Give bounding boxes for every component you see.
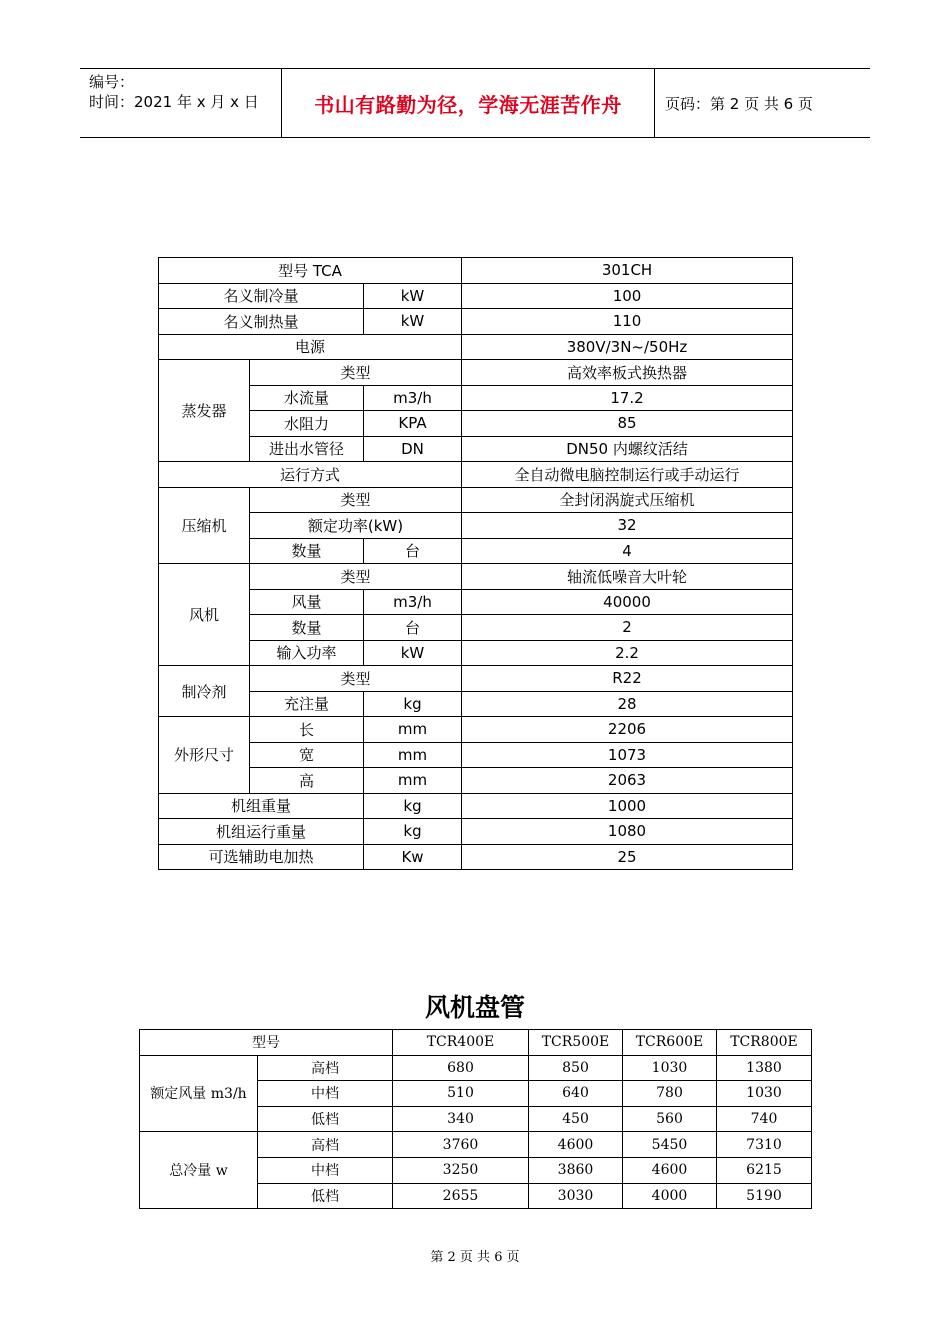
table-row: [159, 283, 793, 309]
level-cell: 低档: [258, 1106, 393, 1132]
cell-value: 3760: [393, 1132, 529, 1158]
cell-label: 类型: [250, 564, 462, 590]
table-row: [159, 844, 793, 870]
header-page-cell: [655, 69, 870, 137]
model-value-cell: 301CH: [462, 258, 793, 284]
cell-label: 数量: [250, 538, 364, 564]
cell-unit: Kw: [364, 844, 462, 870]
cell-value: 全封闭涡旋式压缩机: [462, 487, 793, 513]
group-label-cell: 制冷剂: [159, 666, 250, 717]
page-info: 页码：第 2 页 共 6 页: [665, 94, 813, 113]
cell-label: 电源: [159, 334, 462, 360]
model-column-header: TCR400E: [393, 1030, 529, 1056]
cell-value: 高效率板式换热器: [462, 360, 793, 386]
cell-value: 4600: [529, 1132, 623, 1158]
cell-value: 1380: [717, 1055, 812, 1081]
table-row: [159, 742, 793, 768]
cell-value: 740: [717, 1106, 812, 1132]
table-row: [159, 819, 793, 845]
group-label-cell: 蒸发器: [159, 360, 250, 462]
cell-value: 1030: [717, 1081, 812, 1107]
table-header-row: [140, 1030, 812, 1056]
model-column-header: TCR800E: [717, 1030, 812, 1056]
table-row: [159, 309, 793, 335]
model-label-cell: 型号 TCA: [159, 258, 462, 284]
cell-unit: m3/h: [364, 589, 462, 615]
table-row: [159, 436, 793, 462]
cell-value: 110: [462, 309, 793, 335]
cell-value: 1080: [462, 819, 793, 845]
cell-label: 类型: [250, 666, 462, 692]
cell-value: 780: [623, 1081, 717, 1107]
table-row: [159, 462, 793, 488]
model-header-cell: 型号: [140, 1030, 393, 1056]
motto-text: 书山有路勤为径，学海无涯苦作舟: [314, 92, 622, 117]
table-row: [159, 793, 793, 819]
cell-label: 运行方式: [159, 462, 462, 488]
cell-unit: mm: [364, 717, 462, 743]
cell-value: 7310: [717, 1132, 812, 1158]
cell-label: 机组运行重量: [159, 819, 364, 845]
cell-value: 680: [393, 1055, 529, 1081]
group-label-cell: 风机: [159, 564, 250, 666]
cell-value: 轴流低噪音大叶轮: [462, 564, 793, 590]
table-row: [159, 360, 793, 386]
table-row: [159, 513, 793, 539]
cell-label: 高: [250, 768, 364, 794]
cell-unit: DN: [364, 436, 462, 462]
cell-value: 100: [462, 283, 793, 309]
cell-unit: kg: [364, 793, 462, 819]
cell-label: 名义制冷量: [159, 283, 364, 309]
level-cell: 低档: [258, 1183, 393, 1209]
page-footer: 第 2 页 共 6 页: [430, 1250, 520, 1265]
cell-label: 数量: [250, 615, 364, 641]
cell-value: 25: [462, 844, 793, 870]
cell-value: 850: [529, 1055, 623, 1081]
group-label-cell: 额定风量 m3/h: [140, 1055, 258, 1132]
level-cell: 高档: [258, 1132, 393, 1158]
cell-value: 40000: [462, 589, 793, 615]
table-row: [159, 615, 793, 641]
cell-unit: mm: [364, 742, 462, 768]
table-row: [159, 640, 793, 666]
cell-value: 640: [529, 1081, 623, 1107]
model-column-header: TCR500E: [529, 1030, 623, 1056]
cell-unit: kW: [364, 309, 462, 335]
cell-label: 进出水管径: [250, 436, 364, 462]
cell-value: 3860: [529, 1157, 623, 1183]
cell-unit: 台: [364, 615, 462, 641]
cell-value: 4: [462, 538, 793, 564]
number-label: 编号：: [89, 73, 135, 91]
cell-value: 510: [393, 1081, 529, 1107]
cell-unit: kW: [364, 283, 462, 309]
level-cell: 中档: [258, 1081, 393, 1107]
cell-label: 长: [250, 717, 364, 743]
cell-value: DN50 内螺纹活结: [462, 436, 793, 462]
table-row: [159, 768, 793, 794]
cell-value: 450: [529, 1106, 623, 1132]
cell-value: 380V/3N~/50Hz: [462, 334, 793, 360]
cell-value: 5190: [717, 1183, 812, 1209]
table-row: [159, 691, 793, 717]
cell-label: 名义制热量: [159, 309, 364, 335]
cell-value: 85: [462, 411, 793, 437]
cell-value: 6215: [717, 1157, 812, 1183]
fan-coil-table: [139, 1029, 812, 1209]
cell-value: 560: [623, 1106, 717, 1132]
table-row: [140, 1055, 812, 1081]
cell-label: 充注量: [250, 691, 364, 717]
table-row: [159, 334, 793, 360]
level-cell: 高档: [258, 1055, 393, 1081]
fan-coil-title: 风机盘管: [424, 993, 525, 1022]
cell-value: 28: [462, 691, 793, 717]
cell-label: 水流量: [250, 385, 364, 411]
table-row: [159, 258, 793, 284]
table-row: [159, 385, 793, 411]
cell-label: 风量: [250, 589, 364, 615]
model-column-header: TCR600E: [623, 1030, 717, 1056]
cell-value: 340: [393, 1106, 529, 1132]
cell-value: 3250: [393, 1157, 529, 1183]
cell-label: 类型: [250, 487, 462, 513]
cell-value: 3030: [529, 1183, 623, 1209]
cell-value: 4000: [623, 1183, 717, 1209]
cell-value: 32: [462, 513, 793, 539]
group-label-cell: 外形尺寸: [159, 717, 250, 794]
cell-value: 4600: [623, 1157, 717, 1183]
cell-unit: m3/h: [364, 385, 462, 411]
cell-unit: kW: [364, 640, 462, 666]
cell-value: 1073: [462, 742, 793, 768]
cell-unit: KPA: [364, 411, 462, 437]
cell-value: 1030: [623, 1055, 717, 1081]
group-label-cell: 压缩机: [159, 487, 250, 564]
cell-unit: kg: [364, 819, 462, 845]
cell-label: 宽: [250, 742, 364, 768]
table-row: [159, 564, 793, 590]
table-row: [159, 411, 793, 437]
cell-unit: kg: [364, 691, 462, 717]
cell-label: 额定功率(kW): [250, 513, 462, 539]
table-row: [159, 589, 793, 615]
cell-unit: 台: [364, 538, 462, 564]
cell-label: 机组重量: [159, 793, 364, 819]
table-row: [140, 1132, 812, 1158]
group-label-cell: 总冷量 w: [140, 1132, 258, 1209]
cell-value: 2655: [393, 1183, 529, 1209]
unit-spec-table: [158, 257, 793, 870]
cell-value: 2.2: [462, 640, 793, 666]
table-row: [159, 538, 793, 564]
cell-label: 水阻力: [250, 411, 364, 437]
cell-value: 2: [462, 615, 793, 641]
table-row: [159, 717, 793, 743]
cell-value: R22: [462, 666, 793, 692]
cell-label: 输入功率: [250, 640, 364, 666]
cell-value: 17.2: [462, 385, 793, 411]
cell-label: 类型: [250, 360, 462, 386]
cell-value: 1000: [462, 793, 793, 819]
cell-value: 全自动微电脑控制运行或手动运行: [462, 462, 793, 488]
time-label: 时间：2021 年 x 月 x 日: [89, 93, 259, 111]
cell-value: 5450: [623, 1132, 717, 1158]
header-meta-cell: [80, 69, 282, 137]
level-cell: 中档: [258, 1157, 393, 1183]
cell-value: 2206: [462, 717, 793, 743]
cell-label: 可选辅助电加热: [159, 844, 364, 870]
page-header: [80, 68, 870, 138]
table-row: [159, 487, 793, 513]
cell-value: 2063: [462, 768, 793, 794]
header-motto-cell: [282, 69, 655, 137]
cell-unit: mm: [364, 768, 462, 794]
table-row: [159, 666, 793, 692]
